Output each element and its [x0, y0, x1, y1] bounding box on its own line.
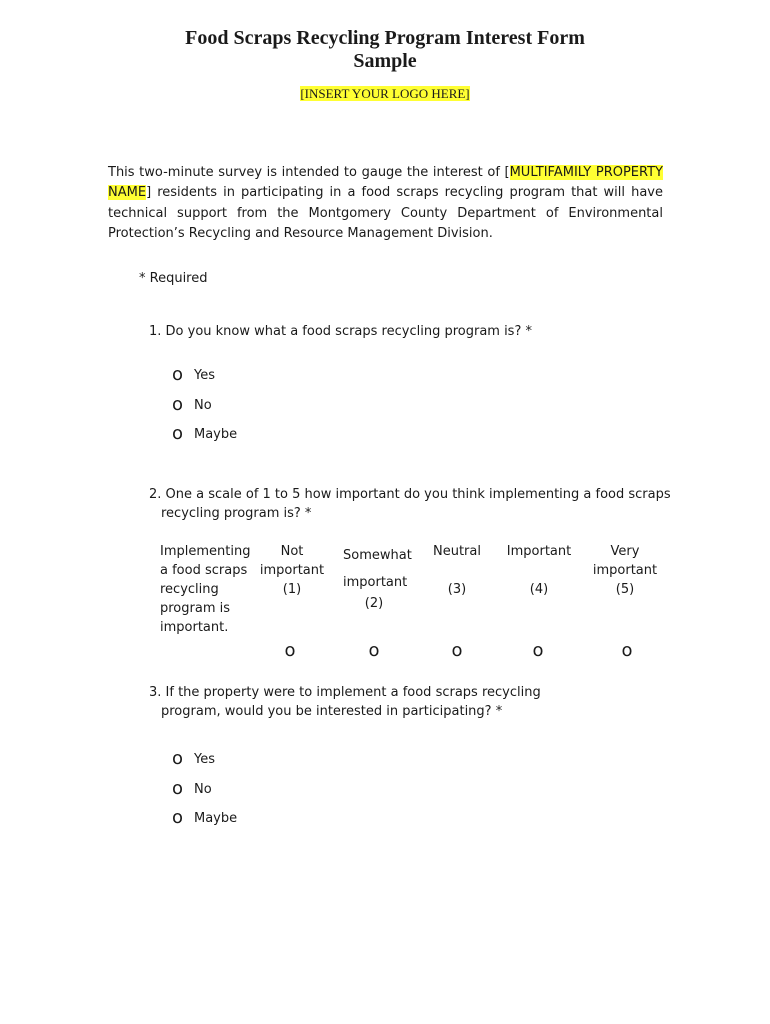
logo-placeholder: [INSERT YOUR LOGO HERE] [300, 86, 470, 101]
form-title-line2: Sample [353, 50, 417, 72]
option-label: Yes [194, 367, 215, 383]
property-name-placeholder: MULTIFAMILY PROPERTY NAME [108, 165, 663, 201]
form-title [0, 27, 770, 73]
scale-header-label: Very important [592, 544, 658, 578]
option-label: Yes [194, 751, 215, 767]
scale-header-5 [590, 542, 660, 599]
form-title-line1: Food Scraps Recycling Program Interest Form [185, 27, 585, 49]
question-3 [149, 683, 541, 721]
q3-option-maybe[interactable] [172, 808, 237, 828]
scale-header-1 [257, 542, 327, 599]
scale-row-label: Implementing a food scraps recycling program is important. [160, 544, 251, 635]
option-label: No [194, 397, 212, 413]
question-3-line1: 3. If the property were to implement a food scraps recycling [149, 685, 541, 700]
required-note: * Required [139, 271, 208, 286]
radio-button-icon[interactable]: o [172, 807, 184, 828]
scale-radio-2-icon[interactable]: o [368, 640, 380, 661]
scale-header-2 [334, 542, 414, 613]
scale-radio-1-icon[interactable]: o [284, 640, 296, 661]
question-2 [149, 485, 671, 523]
q1-option-no[interactable] [172, 395, 212, 415]
scale-header-label: Not important [259, 544, 325, 578]
scale-header-label: Important [506, 544, 572, 559]
option-label: No [194, 781, 212, 797]
option-label: Maybe [194, 426, 238, 442]
scale-radio-3-icon[interactable]: o [451, 640, 463, 661]
radio-button-icon[interactable]: o [172, 394, 184, 415]
q1-option-maybe[interactable] [172, 424, 237, 444]
scale-header-value: (5) [615, 582, 635, 597]
scale-header-value: (2) [364, 596, 384, 611]
q3-option-yes[interactable] [172, 749, 215, 769]
q3-option-no[interactable] [172, 779, 212, 799]
scale-header-3 [422, 542, 492, 599]
question-3-line2: program, would you be interested in participating? * [161, 704, 503, 719]
logo-placeholder-row [0, 86, 770, 102]
radio-button-icon[interactable]: o [172, 423, 184, 444]
scale-radio-5-icon[interactable]: o [621, 640, 633, 661]
question-2-line1: 2. One a scale of 1 to 5 how important do you think implementing a food scraps [149, 487, 671, 502]
scale-header-label: Neutral [433, 544, 481, 559]
scale-header-label: Somewhat important [343, 548, 412, 590]
scale-header-value: (1) [282, 582, 302, 597]
scale-radio-4-icon[interactable]: o [532, 640, 544, 661]
radio-button-icon[interactable]: o [172, 748, 184, 769]
intro-text-after: ] residents in participating in a food scraps recycling program that will have technical support from the Montgomery County Department of Environmental Protection’s Recycling and Resource Management Division. [108, 185, 663, 241]
question-1: 1. Do you know what a food scraps recycling program is? * [149, 324, 532, 339]
option-label: Maybe [194, 810, 238, 826]
scale-header-value: (3) [447, 582, 467, 597]
radio-button-icon[interactable]: o [172, 778, 184, 799]
intro-paragraph [108, 163, 663, 244]
question-2-line2: recycling program is? * [161, 506, 312, 521]
q1-option-yes[interactable] [172, 365, 215, 385]
radio-button-icon[interactable]: o [172, 364, 184, 385]
scale-header-value: (4) [529, 582, 549, 597]
scale-header-4 [500, 542, 578, 599]
intro-text-before: This two-minute survey is intended to gauge the interest of [ [108, 165, 510, 180]
